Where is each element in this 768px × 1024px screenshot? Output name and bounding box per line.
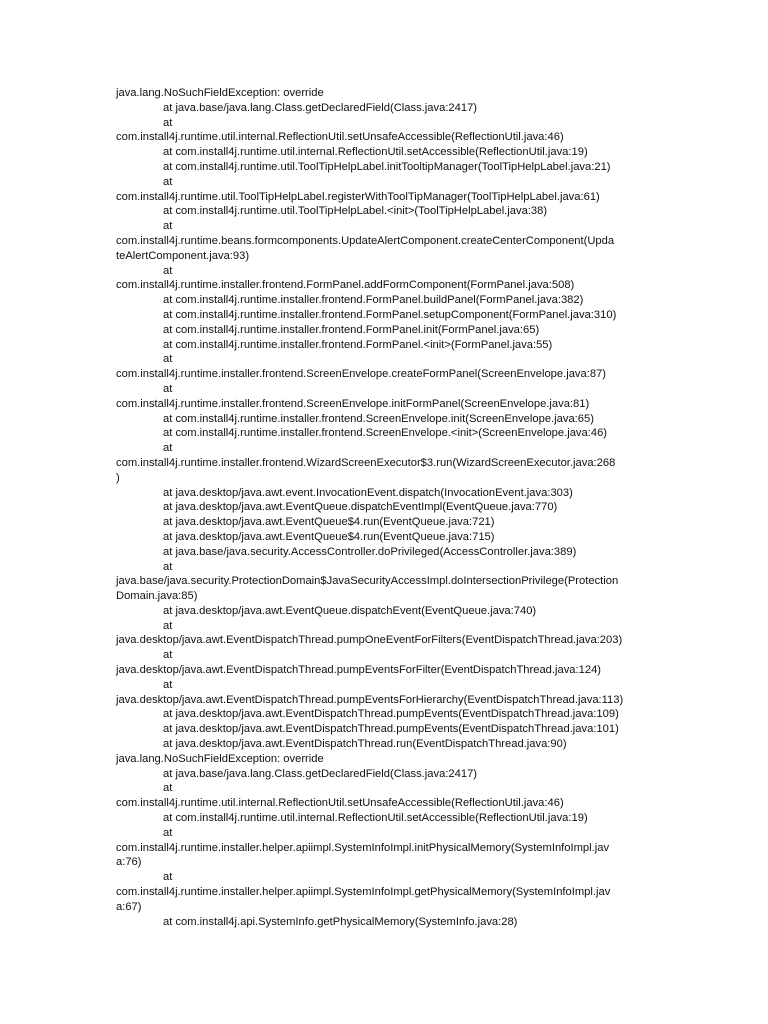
trace-line: at com.install4j.runtime.installer.frontend.FormPanel.init(FormPanel.java:65) (163, 323, 540, 336)
trace-line: at java.desktop/java.awt.EventDispatchThread.run(EventDispatchThread.java:90) (163, 738, 567, 751)
trace-line: a:76) (116, 856, 142, 869)
trace-line: at com.install4j.runtime.installer.frontend.FormPanel.<init>(FormPanel.java:55) (163, 338, 553, 351)
trace-line: at (163, 782, 173, 795)
trace-line: java.desktop/java.awt.EventDispatchThread.pumpEventsForFilter(EventDispatchThread.java:124) (116, 664, 602, 677)
trace-line: at (163, 678, 173, 691)
trace-line: at (163, 649, 173, 662)
trace-line: at (163, 220, 173, 233)
trace-line: com.install4j.runtime.installer.frontend.FormPanel.addFormComponent(FormPanel.java:508) (116, 279, 575, 292)
trace-line: com.install4j.runtime.installer.frontend.ScreenEnvelope.createFormPanel(ScreenEnvelope.java:87) (116, 368, 607, 381)
trace-line: a:67) (116, 900, 142, 913)
trace-line: com.install4j.runtime.installer.helper.apiimpl.SystemInfoImpl.getPhysicalMemory(SystemInfoImpl.jav (116, 886, 611, 899)
trace-line: com.install4j.runtime.installer.helper.apiimpl.SystemInfoImpl.initPhysicalMemory(SystemInfoImpl.jav (116, 841, 610, 854)
trace-line: at (163, 264, 173, 277)
trace-line: at (163, 826, 173, 839)
trace-line: at com.install4j.runtime.util.ToolTipHelpLabel.<init>(ToolTipHelpLabel.java:38) (163, 205, 548, 218)
trace-line: at com.install4j.runtime.util.internal.ReflectionUtil.setAccessible(ReflectionUtil.java:19) (163, 812, 588, 825)
trace-line: at java.desktop/java.awt.EventQueue$4.run(EventQueue.java:715) (163, 530, 495, 543)
trace-line: ) (116, 471, 120, 484)
trace-line: com.install4j.runtime.installer.frontend.WizardScreenExecutor$3.run(WizardScreenExecutor.java:268 (116, 456, 616, 469)
trace-line: at com.install4j.api.SystemInfo.getPhysicalMemory(SystemInfo.java:28) (163, 915, 518, 928)
trace-line: at (163, 619, 173, 632)
trace-line: com.install4j.runtime.util.internal.ReflectionUtil.setUnsafeAccessible(ReflectionUtil.java:46) (116, 797, 564, 810)
trace-line: at com.install4j.runtime.installer.frontend.FormPanel.buildPanel(FormPanel.java:382) (163, 294, 584, 307)
trace-line: Domain.java:85) (116, 590, 198, 603)
trace-line: at (163, 116, 173, 129)
trace-line: at java.desktop/java.awt.EventDispatchThread.pumpEvents(EventDispatchThread.java:101) (163, 723, 619, 736)
trace-line: java.lang.NoSuchFieldException: override (116, 752, 324, 765)
trace-line: at com.install4j.runtime.installer.frontend.ScreenEnvelope.init(ScreenEnvelope.java:65) (163, 412, 594, 425)
trace-line: teAlertComponent.java:93) (116, 249, 250, 262)
trace-line: at java.desktop/java.awt.event.InvocationEvent.dispatch(InvocationEvent.java:303) (163, 486, 573, 499)
trace-line: com.install4j.runtime.beans.formcomponents.UpdateAlertComponent.createCenterComponent(Upda (116, 234, 615, 247)
trace-line: com.install4j.runtime.util.internal.ReflectionUtil.setUnsafeAccessible(ReflectionUtil.java:46) (116, 131, 564, 144)
trace-line: at (163, 871, 173, 884)
trace-line: java.desktop/java.awt.EventDispatchThread.pumpOneEventForFilters(EventDispatchThread.java:203) (116, 634, 623, 647)
trace-line: at java.desktop/java.awt.EventDispatchThread.pumpEvents(EventDispatchThread.java:109) (163, 708, 619, 721)
trace-line: at com.install4j.runtime.util.ToolTipHelpLabel.initTooltipManager(ToolTipHelpLabel.java:21) (163, 160, 611, 173)
trace-line: at (163, 382, 173, 395)
trace-line: at java.desktop/java.awt.EventQueue.dispatchEventImpl(EventQueue.java:770) (163, 501, 558, 514)
trace-line: at java.desktop/java.awt.EventQueue$4.run(EventQueue.java:721) (163, 516, 495, 529)
trace-line: at (163, 560, 173, 573)
trace-line: at java.base/java.lang.Class.getDeclaredField(Class.java:2417) (163, 767, 478, 780)
stack-trace-text (116, 86, 656, 929)
trace-line: java.lang.NoSuchFieldException: override (116, 87, 324, 99)
trace-line: at com.install4j.runtime.installer.frontend.ScreenEnvelope.<init>(ScreenEnvelope.java:46) (163, 427, 608, 440)
trace-line: at java.base/java.lang.Class.getDeclaredField(Class.java:2417) (163, 101, 478, 114)
trace-line: com.install4j.runtime.installer.frontend.ScreenEnvelope.initFormPanel(ScreenEnvelope.java:81) (116, 397, 590, 410)
trace-line: at (163, 175, 173, 188)
trace-line: java.desktop/java.awt.EventDispatchThread.pumpEventsForHierarchy(EventDispatchThread.java:113) (116, 693, 624, 706)
trace-line: at com.install4j.runtime.util.internal.ReflectionUtil.setAccessible(ReflectionUtil.java:19) (163, 146, 588, 159)
trace-line: com.install4j.runtime.util.ToolTipHelpLabel.registerWithToolTipManager(ToolTipHelpLabel.java:61) (116, 190, 600, 203)
trace-line: at (163, 442, 173, 455)
trace-line: at com.install4j.runtime.installer.frontend.FormPanel.setupComponent(FormPanel.java:310) (163, 308, 617, 321)
trace-line: at java.desktop/java.awt.EventQueue.dispatchEvent(EventQueue.java:740) (163, 604, 537, 617)
trace-line: at java.base/java.security.AccessController.doPrivileged(AccessController.java:389) (163, 545, 577, 558)
trace-line: java.base/java.security.ProtectionDomain$JavaSecurityAccessImpl.doIntersectionPrivilege(Protection (116, 575, 619, 588)
trace-line: at (163, 353, 173, 366)
